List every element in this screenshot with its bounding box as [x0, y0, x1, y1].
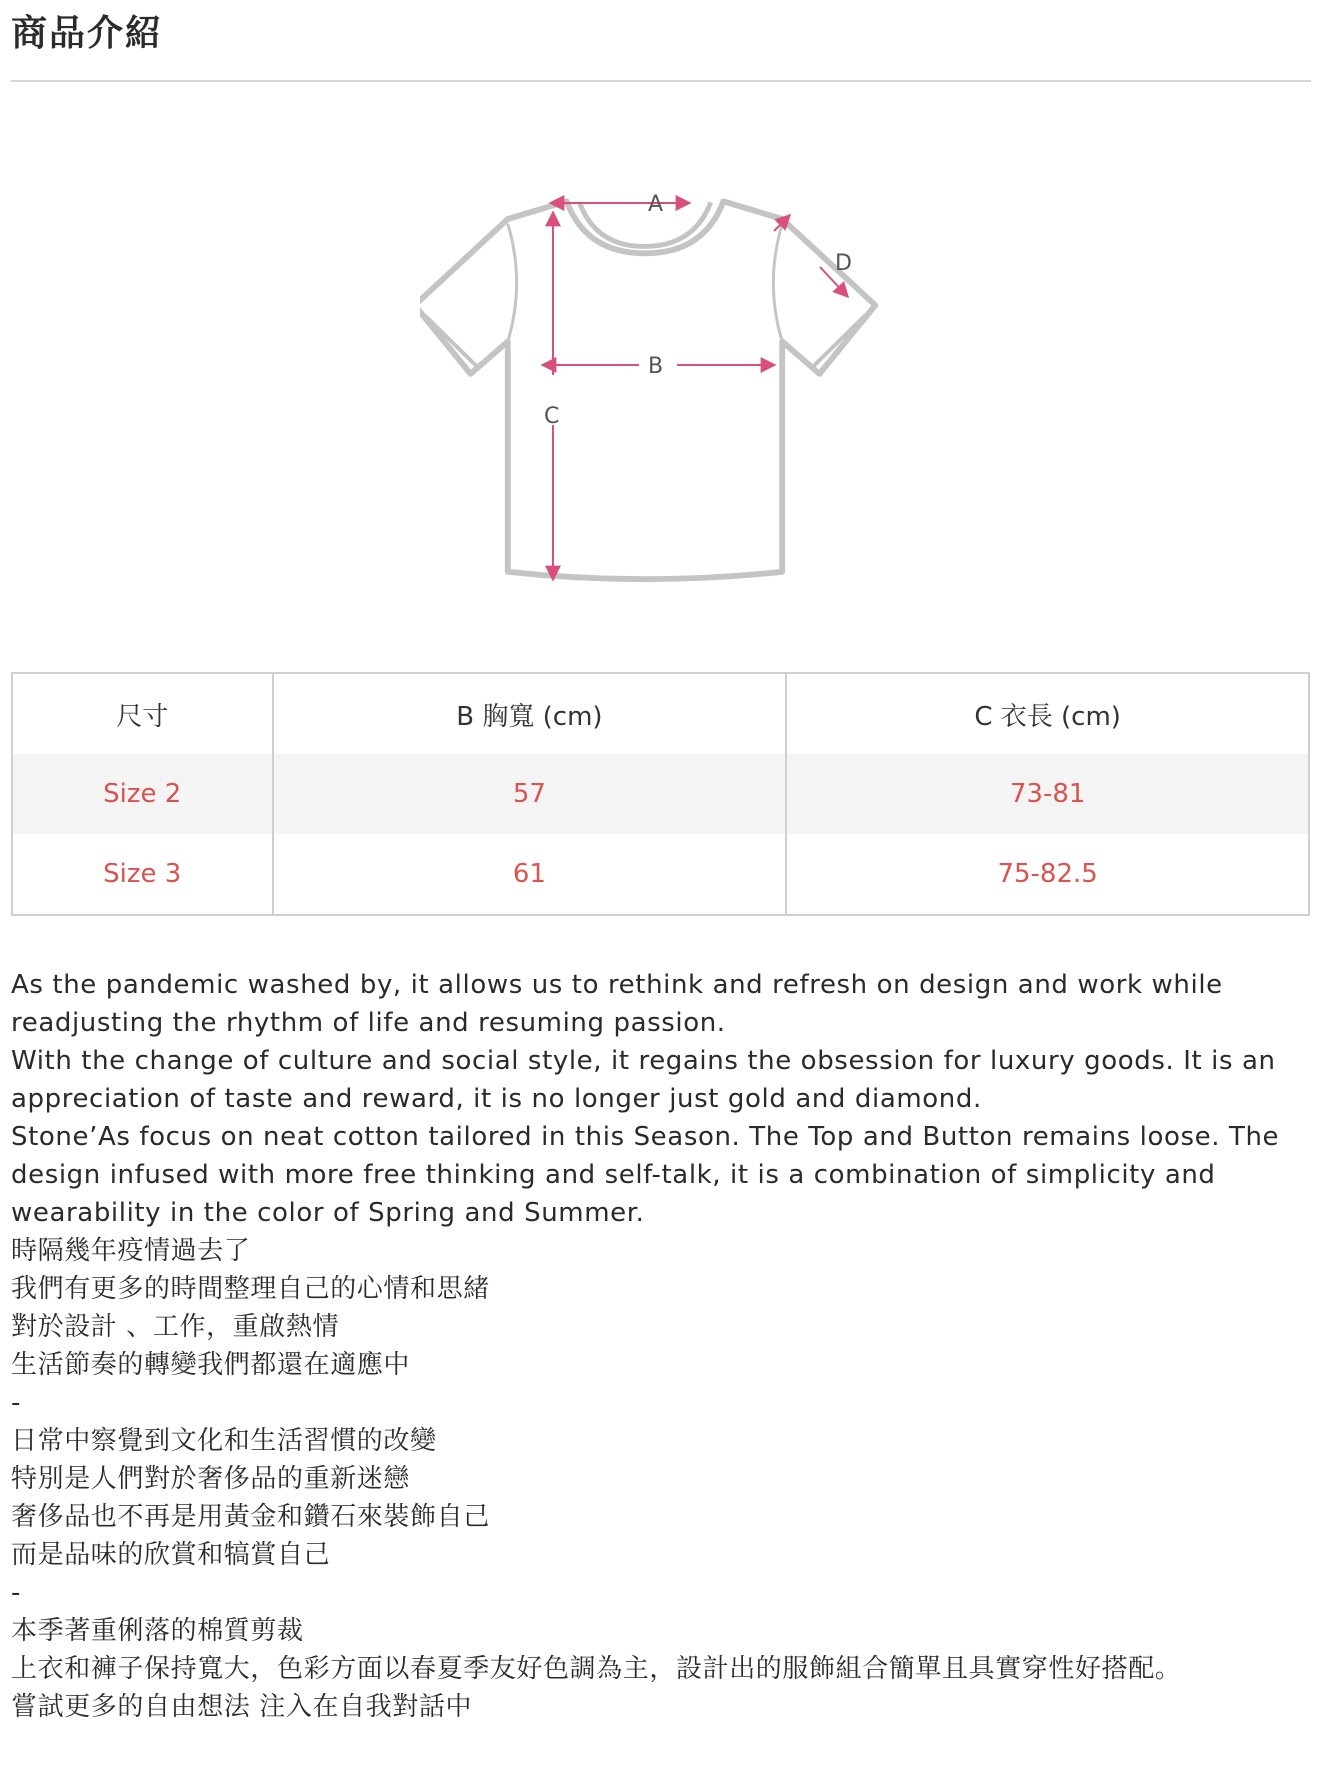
size-diagram — [420, 185, 900, 625]
description-line: 上衣和褲子保持寬大，色彩方面以春夏季友好色調為主，設計出的服飾組合簡單且具實穿性好搭配。 — [11, 1654, 1182, 1684]
description-line: 日常中察覺到文化和生活習慣的改變 — [11, 1426, 437, 1456]
cell-size: Size 2 — [12, 754, 273, 834]
tshirt-outline — [420, 201, 875, 579]
description-line: 嘗試更多的自由想法 注入在自我對話中 — [11, 1692, 473, 1722]
right-armhole-seam — [773, 224, 782, 342]
cell-length: 73-81 — [786, 754, 1309, 834]
right-sleeve-hem — [812, 315, 866, 368]
label-d: D — [835, 251, 852, 276]
description-line: As the pandemic washed by, it allows us to rethink and refresh on design and work while readjusting the rhythm of life and resuming passion. — [11, 970, 1223, 1038]
page-title: 商品介紹 — [11, 13, 164, 54]
table-row — [12, 754, 1309, 834]
description-line: Stone’As focus on neat cotton tailored in this Season. The Top and Button remains loose. The design infused with more free thinking and self-talk, it is a combination of simplicity and wearability in the color of Spring and Summer. — [11, 1122, 1280, 1228]
label-b: B — [648, 354, 664, 379]
left-armhole-seam — [508, 224, 517, 342]
left-sleeve-hem — [425, 315, 479, 368]
size-table-header-row — [12, 673, 1309, 754]
description-separator: - — [11, 1578, 21, 1608]
description-line: 本季著重俐落的棉質剪裁 — [11, 1616, 304, 1646]
label-a: A — [648, 192, 664, 217]
description-line: With the change of culture and social style, it regains the obsession for luxury goods. It is an appreciation of taste and reward, it is no longer just gold and diamond. — [11, 1046, 1276, 1114]
cell-size: Size 3 — [12, 834, 273, 915]
size-table — [11, 672, 1310, 916]
description-line: 特別是人們對於奢侈品的重新迷戀 — [11, 1464, 411, 1494]
description-line: 奢侈品也不再是用黃金和鑽石來裝飾自己 — [11, 1502, 490, 1532]
product-description — [11, 966, 1311, 1726]
table-row — [12, 834, 1309, 915]
description-separator: - — [11, 1388, 21, 1418]
description-line: 而是品味的欣賞和犒賞自己 — [11, 1540, 331, 1570]
description-line: 我們有更多的時間整理自己的心情和思緒 — [11, 1274, 490, 1304]
description-line: 時隔幾年疫情過去了 — [11, 1236, 251, 1266]
cell-chest: 61 — [273, 834, 787, 915]
cell-length: 75-82.5 — [786, 834, 1309, 915]
header-chest: B 胸寬 (cm) — [273, 673, 787, 754]
title-divider — [11, 80, 1311, 82]
label-c: C — [544, 404, 560, 429]
description-line: 對於設計 、工作，重啟熱情 — [11, 1312, 340, 1342]
tshirt-diagram-svg — [420, 185, 900, 625]
header-size: 尺寸 — [12, 673, 273, 754]
cell-chest: 57 — [273, 754, 787, 834]
description-line: 生活節奏的轉變我們都還在適應中 — [11, 1350, 411, 1380]
header-length: C 衣長 (cm) — [786, 673, 1309, 754]
